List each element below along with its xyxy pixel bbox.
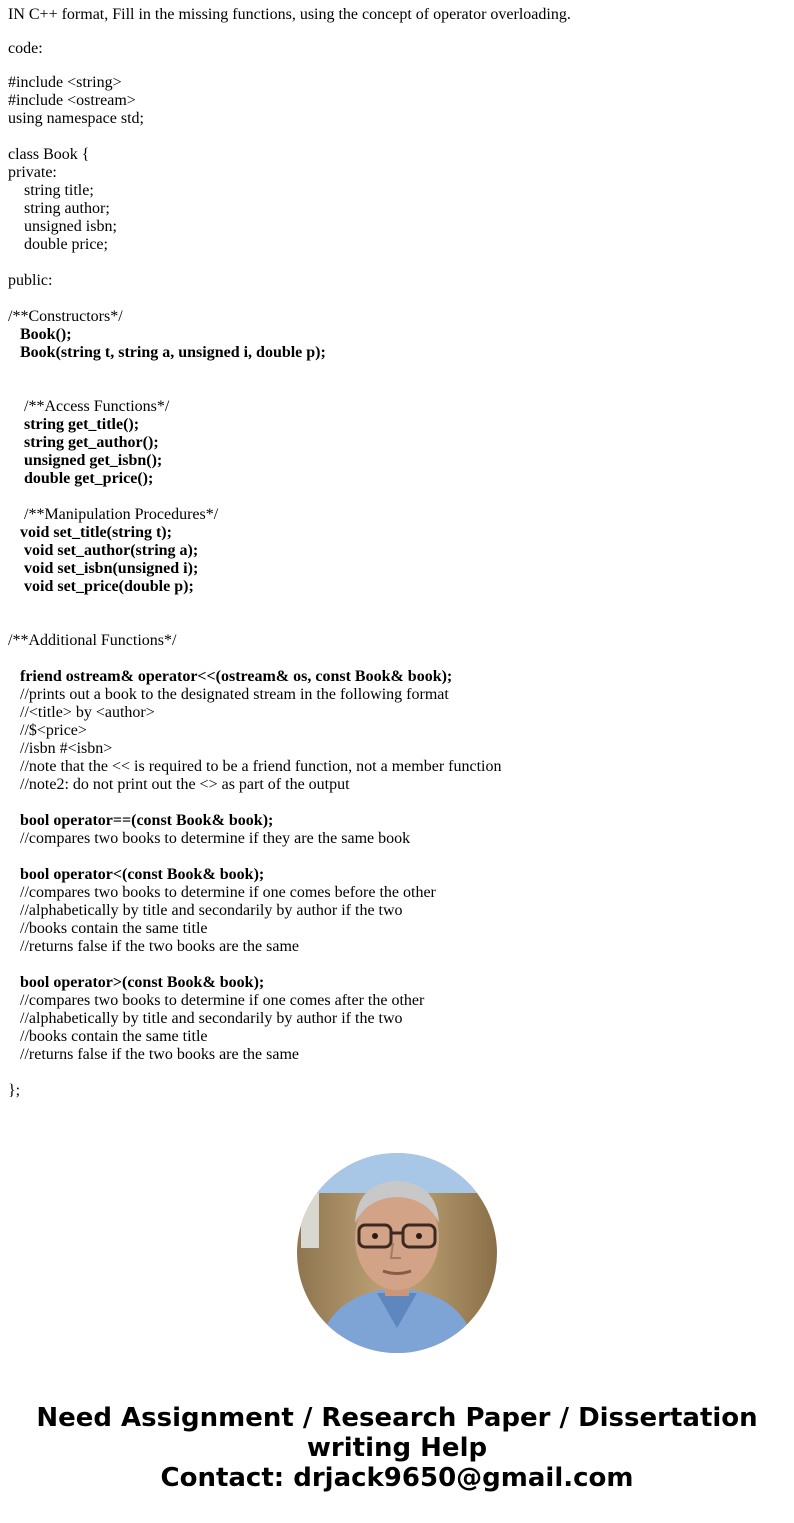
code-line	[8, 848, 571, 866]
code-line: //alphabetically by title and secondarily by author if the two	[8, 902, 403, 919]
code-line	[8, 128, 571, 146]
code-line	[8, 254, 571, 272]
author-avatar	[297, 1153, 497, 1353]
code-line: /**Additional Functions*/	[8, 632, 177, 649]
code-line: /**Access Functions*/	[8, 398, 170, 415]
code-line: };	[8, 1082, 21, 1099]
code-line: public:	[8, 272, 53, 289]
code-line: unsigned isbn;	[8, 218, 117, 235]
code-line: unsigned get_isbn();	[8, 452, 163, 469]
code-line: void set_author(string a);	[8, 542, 199, 559]
banner-line-1: Need Assignment / Research Paper / Dissertation	[36, 1403, 758, 1433]
promo-banner	[0, 1403, 794, 1493]
code-line: //isbn #<isbn>	[8, 740, 113, 757]
code-line	[8, 794, 571, 812]
code-line: void set_price(double p);	[8, 578, 194, 595]
code-line: Book();	[8, 326, 72, 343]
code-line: void set_title(string t);	[8, 524, 172, 541]
code-label: code:	[8, 40, 43, 57]
code-line: #include <ostream>	[8, 92, 136, 109]
code-line: //returns false if the two books are the same	[8, 938, 300, 955]
code-line: //books contain the same title	[8, 1028, 208, 1045]
code-line	[8, 650, 571, 668]
code-line	[8, 956, 571, 974]
code-line: //compares two books to determine if they are the same book	[8, 830, 411, 847]
code-line: //books contain the same title	[8, 920, 208, 937]
code-line: //compares two books to determine if one comes after the other	[8, 992, 425, 1009]
code-line: class Book {	[8, 146, 90, 163]
code-line: Book(string t, string a, unsigned i, double p);	[8, 344, 326, 361]
code-line: //returns false if the two books are the same	[8, 1046, 300, 1063]
code-line: double get_price();	[8, 470, 154, 487]
code-line	[8, 488, 571, 506]
banner-contact: Contact: drjack9650@gmail.com	[160, 1463, 634, 1493]
code-line: private:	[8, 164, 57, 181]
code-line	[8, 290, 571, 308]
code-line: void set_isbn(unsigned i);	[8, 560, 199, 577]
code-line	[8, 380, 571, 398]
code-line: string get_author();	[8, 434, 159, 451]
code-line: //note that the << is required to be a friend function, not a member function	[8, 758, 502, 775]
question-document	[8, 6, 571, 1100]
code-line: /**Manipulation Procedures*/	[8, 506, 219, 523]
code-line	[8, 614, 571, 632]
question-prompt: IN C++ format, Fill in the missing functions, using the concept of operator overloading.	[8, 6, 571, 23]
code-line: bool operator<(const Book& book);	[8, 866, 265, 883]
code-line: //prints out a book to the designated stream in the following format	[8, 686, 449, 703]
code-line: bool operator>(const Book& book);	[8, 974, 265, 991]
code-line: string get_title();	[8, 416, 140, 433]
code-line: string author;	[8, 200, 110, 217]
code-line: /**Constructors*/	[8, 308, 123, 325]
code-line: //alphabetically by title and secondarily by author if the two	[8, 1010, 403, 1027]
banner-line-2: writing Help	[306, 1433, 488, 1463]
code-line: //note2: do not print out the <> as part of the output	[8, 776, 350, 793]
code-line: string title;	[8, 182, 94, 199]
code-line: double price;	[8, 236, 108, 253]
code-line: //compares two books to determine if one comes before the other	[8, 884, 436, 901]
code-line	[8, 596, 571, 614]
code-line: friend ostream& operator<<(ostream& os, const Book& book);	[8, 668, 453, 685]
code-line	[8, 362, 571, 380]
code-line: using namespace std;	[8, 110, 144, 127]
code-line: //$<price>	[8, 722, 87, 739]
code-line: #include <string>	[8, 74, 122, 91]
code-line	[8, 1064, 571, 1082]
code-block	[8, 74, 571, 1100]
code-line: //<title> by <author>	[8, 704, 155, 721]
code-line: bool operator==(const Book& book);	[8, 812, 274, 829]
